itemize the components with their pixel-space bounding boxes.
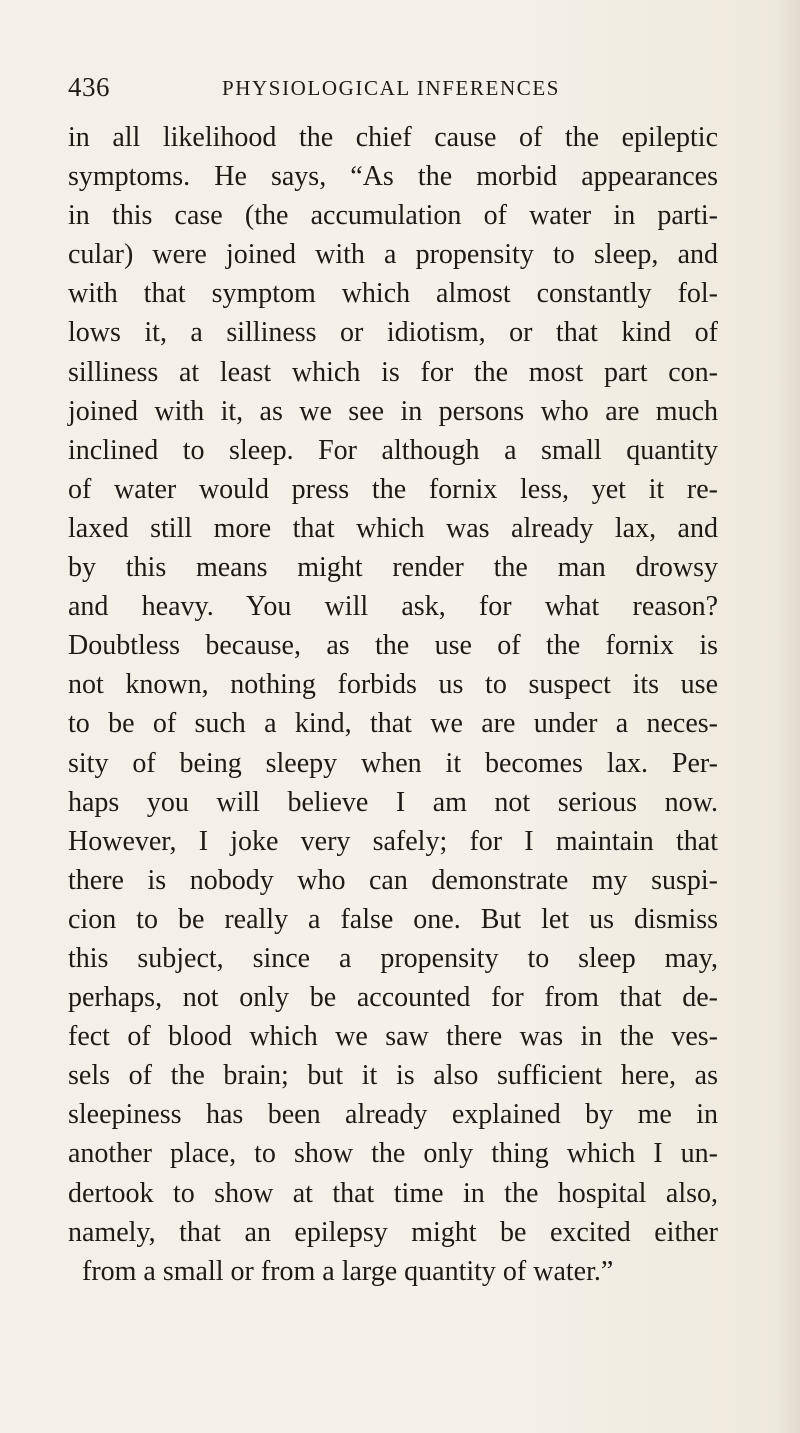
text-line: sity of being sleepy when it becomes lax. Per- — [68, 747, 718, 779]
text-line: cular) were joined with a propensity to sleep, and — [68, 239, 718, 271]
running-head: PHYSIOLOGICAL INFERENCES — [222, 76, 561, 100]
text-line: and heavy. You will ask, for what reason? — [68, 591, 718, 623]
text-line: haps you will believe I am not serious now. — [68, 786, 718, 818]
text-line: not known, nothing forbids us to suspect its use — [68, 669, 718, 701]
text-line: by this means might render the man drowsy — [68, 552, 718, 584]
text-line: there is nobody who can demonstrate my suspi- — [68, 864, 718, 896]
page-header — [68, 72, 628, 112]
text-line: in all likelihood the chief cause of the epileptic — [68, 122, 718, 153]
page-edge-shadow — [776, 0, 800, 1433]
text-line: Doubtless because, as the use of the fornix is — [68, 630, 718, 662]
text-line: in this case (the accumulation of water in parti- — [68, 200, 718, 232]
text-line: symptoms. He says, “As the morbid appearances — [68, 161, 718, 193]
text-line: fect of blood which we saw there was in the ves- — [68, 1021, 718, 1053]
text-line: this subject, since a propensity to sleep may, — [68, 942, 718, 974]
text-line: inclined to sleep. For although a small quantity — [68, 434, 718, 466]
text-line: another place, to show the only thing which I un- — [68, 1138, 718, 1170]
text-line: of water would press the fornix less, yet it re- — [68, 473, 718, 505]
page-number: 436 — [68, 72, 110, 102]
text-line-final: from a small or from a large quantity of water.” — [82, 1255, 614, 1287]
text-line: to be of such a kind, that we are under a neces- — [68, 708, 718, 740]
text-line: lows it, a silliness or idiotism, or that kind of — [68, 317, 718, 349]
text-line: joined with it, as we see in persons who are much — [68, 395, 718, 427]
text-line: laxed still more that which was already lax, and — [68, 512, 718, 544]
text-line: namely, that an epilepsy might be excited either — [68, 1216, 718, 1248]
text-line: silliness at least which is for the most part con- — [68, 356, 718, 388]
body-paragraph — [68, 118, 718, 1291]
text-line: dertook to show at that time in the hospital also, — [68, 1177, 718, 1209]
text-line: perhaps, not only be accounted for from that de- — [68, 982, 718, 1014]
text-line: sels of the brain; but it is also sufficient here, as — [68, 1060, 718, 1092]
text-line: However, I joke very safely; for I maintain that — [68, 825, 718, 857]
text-line: with that symptom which almost constantly fol- — [68, 278, 718, 310]
text-line: sleepiness has been already explained by me in — [68, 1099, 718, 1131]
text-line: cion to be really a false one. But let us dismiss — [68, 903, 718, 935]
